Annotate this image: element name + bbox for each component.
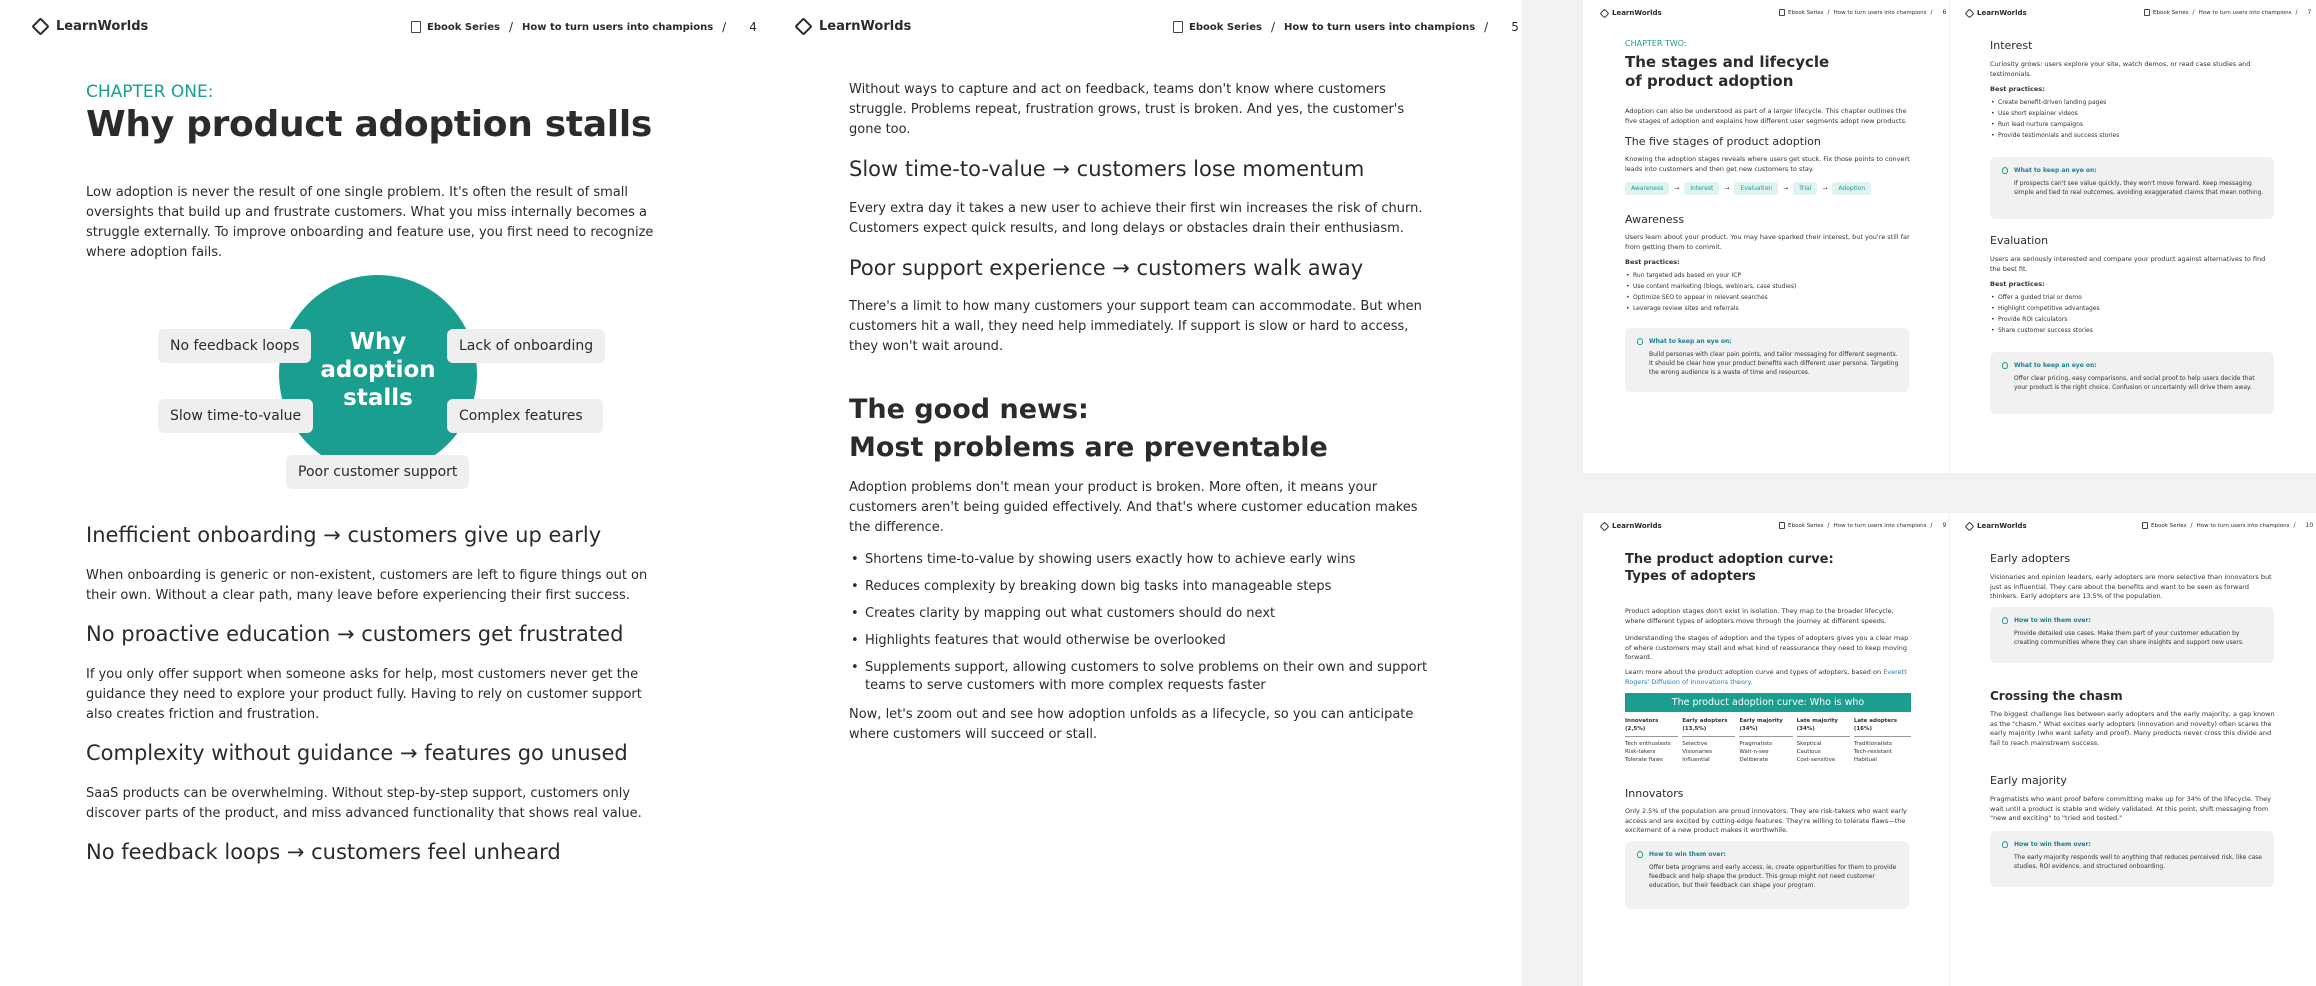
section-title: Awareness [1625, 213, 1685, 226]
breadcrumb-separator: / [1270, 20, 1275, 34]
breadcrumb-separator: / [1484, 20, 1489, 34]
title-line-2: Types of adopters [1625, 569, 1756, 584]
book-icon [1779, 9, 1785, 16]
logo [1966, 522, 2027, 530]
section-title: Evaluation [1990, 234, 2049, 247]
breadcrumb [1779, 522, 1946, 529]
list-item: • Leverage review sites and referrals [1625, 303, 1911, 314]
breadcrumb-separator: / [1827, 9, 1830, 16]
column-header-share: (13,5%) [1682, 726, 1707, 732]
learnworlds-logo-icon [794, 17, 812, 35]
breadcrumb-separator: / [1827, 522, 1830, 529]
tip-text: If prospects can't see value quickly, they won't move forward. Keep messaging simple and tied to real outcomes, avoiding exaggerated claims that mean nothing. [2014, 180, 2264, 196]
best-practices-list [1990, 292, 2276, 336]
logo-text: LearnWorlds [56, 19, 149, 34]
stage-chip: Interest [1684, 182, 1719, 195]
list-item: • Use content marketing (blogs, webinars, case studies) [1625, 281, 1911, 292]
page-number: 7 [2307, 9, 2312, 16]
breadcrumb [1173, 20, 1519, 34]
breadcrumb [1779, 9, 1946, 16]
section-title: Early adopters [1990, 552, 2071, 565]
learnworlds-logo-icon [1965, 8, 1975, 18]
table-cell: Cost-sensitive [1796, 757, 1836, 763]
good-news-line-2: Most problems are preventable [849, 432, 1328, 463]
breadcrumb-separator: / [508, 20, 513, 34]
list-item: • Use short explainer videos [1990, 108, 2276, 119]
logo [797, 19, 911, 34]
tip-label-text: How to win them over: [2014, 841, 2091, 848]
list-item: • Highlight competitive advantages [1990, 303, 2276, 314]
page-10 [1950, 513, 2316, 986]
breadcrumb-separator: / [1930, 522, 1933, 529]
stage-chips [1625, 182, 1871, 195]
breadcrumb-series[interactable]: Ebook Series [1788, 9, 1824, 16]
section-text: Knowing the adoption stages reveals where users get stuck. Fix those points to convert leads into customers and then get new customers to stay. [1625, 155, 1910, 173]
tip-text: The early majority responds well to anything that reduces perceived risk, like case studies, ROI evidence, and structured onboarding. [2014, 854, 2262, 870]
section-title: No proactive education → customers get frustrated [86, 622, 624, 646]
tip-text: Build personas with clear pain points, and tailor messaging for different segments. It should be clear how your product benefits each different user persona. Targeting the wrong audience is a waste of time and resources. [1649, 351, 1899, 376]
tip-label-text: How to win them over: [1649, 851, 1726, 858]
list-item: • Offer a guided trial or demo [1990, 292, 2276, 303]
section-text: Users are seriously interested and compare your product against alternatives to find the best fit. [1990, 255, 2266, 273]
breadcrumb-title[interactable]: How to turn users into champions [1284, 21, 1476, 33]
list-item: • Provide testimonials and success stories [1990, 130, 2276, 141]
list-item: • Provide ROI calculators [1990, 314, 2276, 325]
arrow-icon: → [1822, 185, 1828, 192]
page-4 [0, 0, 763, 986]
section-title: The five stages of product adoption [1625, 135, 1821, 148]
page-title: Why product adoption stalls [86, 104, 653, 145]
lightbulb-icon [2002, 362, 2008, 369]
arrow-icon: → [1724, 185, 1730, 192]
list-item: • Share customer success stories [1990, 325, 2276, 336]
arrow-icon: → [1674, 185, 1680, 192]
section-title: Inefficient onboarding → customers give up early [86, 523, 602, 547]
section-text: Every extra day it takes a new user to achieve their first win increases the risk of churn. Customers expect quick results, and long delays or obstacles drain their enthusiasm. [849, 201, 1423, 236]
tip-box [1990, 831, 2274, 887]
tip-label-text: What to keep an eye on: [2014, 362, 2097, 369]
table-body [1625, 712, 1911, 764]
tip-label [2002, 167, 2097, 174]
book-icon [411, 21, 421, 33]
column-header: Early adopters [1682, 718, 1728, 724]
table-cell: Selective [1682, 741, 1708, 747]
best-practices-label: Best practices: [1990, 280, 2045, 288]
section-text: SaaS products can be overwhelming. Without step-by-step support, customers only discover parts of the product, and miss advanced functionality that shows real value. [86, 786, 642, 821]
intro-text: Low adoption is never the result of one single problem. It's often the result of small oversights that build up and frustrate customers. What you miss internally becomes a struggle externally. To improve onboarding and feature use, you first need to recognize where adoption fails. [86, 185, 654, 260]
column-header: Early majority [1739, 718, 1783, 724]
tip-label [2002, 841, 2091, 848]
paragraph [1625, 668, 1911, 687]
table-cell: Cautious [1796, 749, 1821, 755]
adoption-table [1625, 693, 1911, 764]
chapter-label: CHAPTER TWO: [1625, 39, 1687, 48]
table-cell: Skeptical [1796, 741, 1822, 747]
page-number: 6 [1942, 9, 1947, 16]
diagram-center-text: Why adoption stalls [320, 329, 436, 411]
lightbulb-icon [2002, 617, 2008, 624]
tip-box [1990, 157, 2274, 219]
breadcrumb-title[interactable]: How to turn users into champions [2198, 9, 2292, 16]
good-news-line-1: The good news: [849, 394, 1089, 425]
list-item: • Create benefit-driven landing pages [1990, 97, 2276, 108]
list-item: • Optimize SEO to appear in relevant searches [1625, 292, 1911, 303]
section-title: No feedback loops → customers feel unheard [86, 840, 561, 864]
table-cell: Pragmatists [1739, 741, 1773, 747]
table-column [1797, 717, 1854, 764]
section-title: Slow time-to-value → customers lose momentum [849, 157, 1365, 181]
intro-text: Adoption can also be understood as part of a larger lifecycle. This chapter outlines the five stages of adoption and explains how different user segments adopt new products. [1625, 107, 1908, 125]
section-title: Poor support experience → customers walk away [849, 256, 1364, 280]
section-title: Complexity without guidance → features go unused [86, 741, 628, 765]
page-9 [1583, 513, 1949, 986]
list-item: • Creates clarity by mapping out what customers should do next [849, 605, 1429, 623]
breadcrumb-separator: / [722, 20, 727, 34]
page-7 [1950, 0, 2316, 473]
title-line-1: The stages and lifecycle [1625, 53, 1830, 71]
section-text: Pragmatists who want proof before committing make up for 34% of the lifecycle. They wait until a product is stable and widely validated. At this point, shift messaging from "new and exciting" to "tried and tested." [1990, 795, 2271, 822]
table-title: The product adoption curve: Who is who [1625, 693, 1911, 712]
section-title: Early majority [1990, 774, 2067, 787]
learnworlds-logo-icon [1600, 521, 1610, 531]
outro-text: Now, let's zoom out and see how adoption unfolds as a lifecycle, so you can anticipate where customers will succeed or stall. [849, 707, 1414, 742]
tip-box [1990, 352, 2274, 414]
table-cell: Visionaries [1682, 749, 1713, 755]
book-icon [2142, 522, 2148, 529]
section-text: The biggest challenge lies between early adopters and the early majority, a gap known as the "chasm." What excites early adopters (innovation and novelty) often scares the early majority (who want safety and proof). Many products never cross this divide and fail to reach mainstream success. [1990, 710, 2275, 747]
breadcrumb-title[interactable]: How to turn users into champions [2196, 522, 2290, 529]
page-number: 4 [749, 20, 757, 34]
list-item: • Reduces complexity by breaking down big tasks into manageable steps [849, 578, 1429, 596]
lightbulb-icon [2002, 167, 2008, 174]
lightbulb-icon [1637, 338, 1643, 345]
learnworlds-logo-icon [1965, 521, 1975, 531]
table-column [1682, 717, 1739, 764]
paragraph: Understanding the stages of adoption and the types of adopters gives you a clear map of where customers may stall and what kind of reassurance they need to keep moving forward. [1625, 634, 1909, 661]
tip-box [1625, 328, 1909, 392]
section-text: Visionaries and opinion leaders, early adopters are more selective than innovators but just as influential. They care about the benefits and want to be seen as forward thinkers. Early adopters are 13.5% of the population. [1990, 573, 2272, 600]
stage-chip: Trial [1793, 182, 1817, 195]
breadcrumb-separator: / [2293, 522, 2296, 529]
section-title: Interest [1990, 39, 2033, 52]
title-line-2: of product adoption [1625, 72, 1794, 90]
best-practices-list [1990, 97, 2276, 141]
table-cell: Deliberate [1739, 757, 1769, 763]
list-item: • Shortens time-to-value by showing users exactly how to achieve early wins [849, 551, 1429, 569]
page-title [1625, 53, 1829, 91]
diagram-lack-onboarding: Lack of onboarding [447, 329, 605, 363]
logo [1601, 9, 1662, 17]
learnworlds-logo-icon [31, 17, 49, 35]
learnworlds-logo-icon [1600, 8, 1610, 18]
breadcrumb [411, 20, 757, 34]
column-header: Innovators [1625, 718, 1659, 724]
table-cell: Tolerate flaws [1625, 757, 1663, 763]
logo-text: LearnWorlds [1612, 9, 1662, 17]
breadcrumb-separator: / [1930, 9, 1933, 16]
lightbulb-icon [1637, 851, 1643, 858]
section-text: Only 2.5% of the population are proud innovators. They are risk-takers who want early access and are excited by cutting-edge features. They're willing to tolerate flaws—the excitement of a new product makes it worthwhile. [1625, 807, 1907, 834]
breadcrumb-series[interactable]: Ebook Series [1788, 522, 1824, 529]
logo-text: LearnWorlds [1977, 522, 2027, 530]
table-cell: Tech enthusiasts [1625, 741, 1671, 747]
logo [1966, 9, 2027, 17]
section-text: Users learn about your product. You may have sparked their interest, but you're still far from getting them to commit. [1625, 233, 1910, 251]
page-5 [763, 0, 1522, 986]
list-item: • Run targeted ads based on your ICP [1625, 270, 1911, 281]
arrow-icon: → [1783, 185, 1789, 192]
list-item: • Run lead nurture campaigns [1990, 119, 2276, 130]
table-column [1739, 717, 1796, 764]
column-header: Late majority [1796, 718, 1839, 724]
breadcrumb-separator: / [2190, 522, 2193, 529]
table-cell: Risk-takers [1625, 749, 1656, 755]
page-6 [1583, 0, 1949, 473]
logo-text: LearnWorlds [1977, 9, 2027, 17]
logo [1601, 522, 1662, 530]
tip-label [1637, 851, 1726, 858]
section-text: There's a limit to how many customers your support team can accommodate. But when customers hit a wall, they need help immediately. If support is slow or hard to access, they won't wait around. [849, 299, 1422, 354]
table-cell: Traditionalists [1853, 741, 1892, 747]
section-text: Curiosity grows: users explore your site, watch demos, or read case studies and testimonials. [1990, 60, 2251, 78]
page-number: 10 [2305, 522, 2314, 529]
diagram-poor-support: Poor customer support [286, 455, 469, 489]
breadcrumb-title[interactable]: How to turn users into champions [522, 21, 714, 33]
book-icon [1779, 522, 1785, 529]
breadcrumb-series[interactable]: Ebook Series [427, 21, 500, 33]
breadcrumb-title[interactable]: How to turn users into champions [1833, 9, 1927, 16]
paragraph-text: Learn more about the product adoption curve and types of adopters, based on [1625, 668, 1882, 676]
breadcrumb-series[interactable]: Ebook Series [2153, 9, 2189, 16]
column-header: Late adopters [1853, 718, 1898, 724]
table-cell: Habitual [1853, 757, 1877, 763]
chapter-label: CHAPTER ONE: [86, 82, 214, 102]
lightbulb-icon [2002, 841, 2008, 848]
table-column [1854, 717, 1911, 764]
section-title: Crossing the chasm [1990, 689, 2123, 703]
column-header-share: (34%) [1796, 726, 1815, 732]
tip-label-text: How to win them over: [2014, 617, 2091, 624]
breadcrumb-series[interactable]: Ebook Series [2151, 522, 2187, 529]
list-item: • Highlights features that would otherwise be overlooked [849, 632, 1429, 650]
breadcrumb-separator: / [2295, 9, 2298, 16]
logo [34, 19, 148, 34]
column-header-share: (34%) [1739, 726, 1758, 732]
tip-text: Offer beta programs and early access, ie, create opportunities for them to provide feedback and help shape the product. This group might not need customer education, but their feedback can shape your program. [1649, 864, 1897, 889]
tip-text: Provide detailed use cases. Make them part of your customer education by creating communities where they can share insights and support new users. [2014, 630, 2244, 646]
good-news-heading [849, 391, 1328, 467]
best-practices-label: Best practices: [1625, 258, 1680, 266]
diagram-complex-features: Complex features [447, 399, 603, 433]
diagram-no-feedback: No feedback loops [158, 329, 311, 363]
column-header-share: (2,5%) [1625, 726, 1646, 732]
page-title [1625, 551, 1834, 585]
tip-label [2002, 617, 2091, 624]
list-item: • Supplements support, allowing customers to solve problems on their own and support teams to serve customers with more complex requests faster [849, 659, 1429, 695]
breadcrumb-series[interactable]: Ebook Series [1189, 21, 1262, 33]
page-number: 5 [1511, 20, 1519, 34]
logo-text: LearnWorlds [819, 19, 912, 34]
breadcrumb-title[interactable]: How to turn users into champions [1833, 522, 1927, 529]
table-column [1625, 717, 1682, 764]
stage-chip: Evaluation [1734, 182, 1778, 195]
good-news-text: Adoption problems don't mean your product is broken. More often, it means your customers aren't being guided effectively. And that's where customer education makes the difference. [849, 480, 1418, 535]
stage-chip: Awareness [1625, 182, 1669, 195]
breadcrumb [2142, 522, 2313, 529]
page-number: 9 [1942, 522, 1947, 529]
table-cell: Influential [1682, 757, 1710, 763]
title-line-1: The product adoption curve: [1625, 552, 1834, 567]
diagram-slow-ttv: Slow time-to-value [158, 399, 313, 433]
intro-text: Without ways to capture and act on feedback, teams don't know where customers struggle. Problems repeat, frustration grows, trust is broken. And yes, the customer's gone too. [849, 82, 1405, 137]
tip-label [1637, 338, 1732, 345]
stage-chip: Adoption [1832, 182, 1871, 195]
book-icon [2144, 9, 2150, 16]
tip-box [1625, 841, 1909, 909]
tip-label-text: What to keep an eye on: [2014, 167, 2097, 174]
logo-text: LearnWorlds [1612, 522, 1662, 530]
breadcrumb [2144, 9, 2311, 16]
table-cell: Wait-n-see [1739, 749, 1769, 755]
paragraph: Product adoption stages don't exist in isolation. They map to the broader lifecycle, where different types of adopters move through the journey at different speeds. [1625, 607, 1894, 625]
tip-label-text: What to keep an eye on: [1649, 338, 1732, 345]
tip-text: Offer clear pricing, easy comparisons, and social proof to help users decide that your product is the right choice. Confusion or uncertainty will drive them away. [2014, 375, 2255, 391]
section-title: Innovators [1625, 787, 1684, 800]
book-icon [1173, 21, 1183, 33]
tip-box [1990, 607, 2274, 663]
table-cell: Tech-resistant [1853, 749, 1893, 755]
column-header-share: (16%) [1853, 726, 1873, 732]
section-text: If you only offer support when someone asks for help, most customers never get the guidance they need to explore your product fully. Having to rely on customer support also creates friction and frustration. [86, 667, 642, 722]
best-practices-list [1625, 270, 1911, 314]
best-practices-label: Best practices: [1990, 85, 2045, 93]
theory-link[interactable]: Everett Rogers' Diffusion of Innovations theory. [1625, 668, 1907, 686]
benefits-list [849, 551, 1429, 704]
tip-label [2002, 362, 2097, 369]
breadcrumb-separator: / [2192, 9, 2195, 16]
section-text: When onboarding is generic or non-existent, customers are left to figure things out on their own. Without a clear path, many leave before experiencing their first success. [86, 568, 648, 603]
